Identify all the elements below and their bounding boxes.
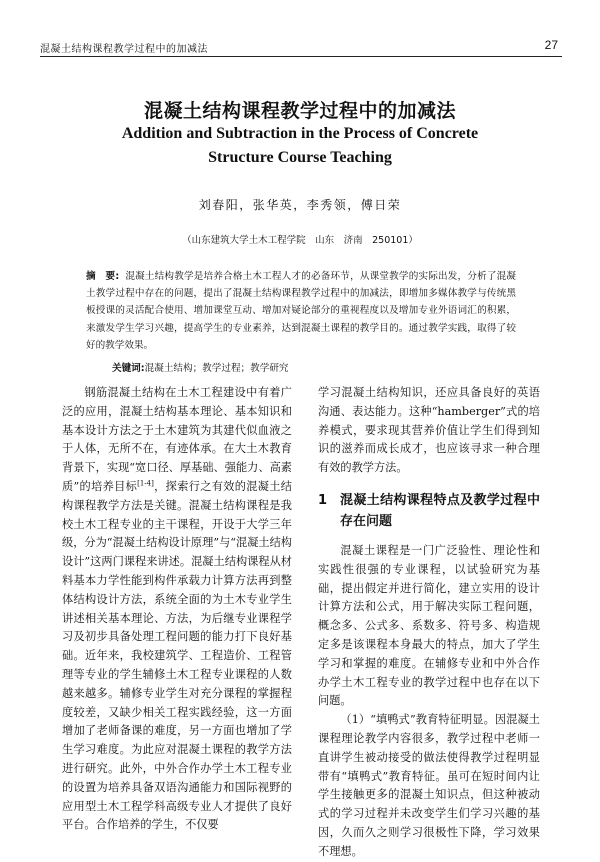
abstract-text: 混凝土结构教学是培养合格土木工程人才的必备环节，从课堂教学的实际出发，分析了混凝土教学过程中存在的问题，提出了混凝土结构课程教学过程中的加减法，即增加多媒体教学与传统黑板授课的灵活配合使用、增加课堂互动、增加对疑论部分的重视程度以及增加专业外语词汇的积累，来激发学生学习兴趣，提高学生的专业素养，达到混凝土课程的教学目的。通过教学实践，取得了较好的教学效果。 xyxy=(86,271,516,351)
running-header xyxy=(40,38,562,57)
reference-citation: [1-4] xyxy=(137,479,154,488)
body-column-left xyxy=(62,384,292,835)
title-english: Addition and Subtraction in the Process of Concrete Structure Course Teaching xyxy=(121,125,479,166)
paragraph-text-start: 钢筋混凝土结构在土木工程建设中有着广泛的应用，混凝土结构基本理论、基本知识和基本设计方法之于土木建筑为其建代似血液之于人体，无所不在，有迹体承。在大土木教育背景下，实现“宽口径、厚基础、强能力、高素质”的培养目标 xyxy=(62,386,292,493)
body-paragraph xyxy=(62,384,292,835)
keywords-text: 混凝土结构；教学过程；教学研究 xyxy=(144,363,289,374)
keywords-label: 关键词: xyxy=(112,363,145,374)
body-paragraph: 混凝土课程是一门广泛验性、理论性和实践性很强的专业课程，以试验研究为基础，提出假定并进行简化，建立实用的设计计算方法和公式，用于解决实际工程问题，概念多、公式多、系数多、符号多、构造规定多是该课程本身最大的特点，加大了学生学习和掌握的难度。在辅修专业和中外合作办学土木工程专业的教学过程中也存在以下问题。 xyxy=(318,543,540,708)
affiliation: （山东建筑大学土木工程学院 山东 济南 250101） xyxy=(182,235,418,246)
running-title: 混凝土结构课程教学过程中的加减法 xyxy=(40,44,208,55)
abstract-label: 摘 要: xyxy=(86,271,120,282)
body-paragraph: （1）“填鸭式”教育特征明显。因混凝土课程理论教学内容很多，教学过程中老师一直讲学生被动接受的做法使得教学过程明显带有“填鸭式”教育特征。虽可在短时间内让学生接触更多的混凝土知识点，但这种被动式的学习过程并未改变学生们学习兴趣的基因，久而久之则学习很极性下降，学习效果不理想。 xyxy=(318,713,540,858)
section-heading xyxy=(318,490,540,532)
body-paragraph: 学习混凝土结构知识，还应具备良好的英语沟通、表达能力。这种“hamberger”式的培养模式，要求现其营养价值让学生们得到知识的滋养而成长成才，也应该寻求一种合理有效的教学方法。 xyxy=(318,386,540,475)
title-chinese: 混凝土结构课程教学过程中的加减法 xyxy=(143,100,456,122)
section-title: 混凝土结构课程特点及教学过程中存在问题 xyxy=(340,492,540,529)
section-number: 1 xyxy=(318,492,328,508)
page-number: 27 xyxy=(544,38,558,52)
paragraph-text-end: ，探索行之有效的混凝土结构课程教学方法是关键。混凝土结构课程是我校土木工程专业的主干课程，开设于大学三年级，分为“混凝土结构设计原理”与“混凝土结构设计”这两门课程来讲述。混凝土结构课程从材料基本力学性能到构件承载力计算方法再到整体结构设计方法，系统全面的为土木专业学生讲述相关基本理论、方法，为后继专业课程学习及初步具备处理工程问题的能力打下良好基础。近年来，我校建筑学、工程造价、工程管理等专业的学生辅修土木工程专业课程的人数越来越多。辅修专业学生对充分课程的掌握程度较差，又缺少相关工程实践经验，这一方面增加了老师备课的难度，另一方面也增加了学生学习难度。为此应对混凝土课程的教学方法进行研究。此外，中外合作办学土木工程专业的设置为培养具备双语沟通能力和国际视野的应用型土木工程学科高级专业人才提供了良好平台。合作培养的学生，不仅要 xyxy=(62,479,292,832)
author-list: 刘春阳，张华英，李秀领，傅日荣 xyxy=(198,198,402,212)
abstract xyxy=(86,268,516,354)
keywords xyxy=(112,360,289,374)
